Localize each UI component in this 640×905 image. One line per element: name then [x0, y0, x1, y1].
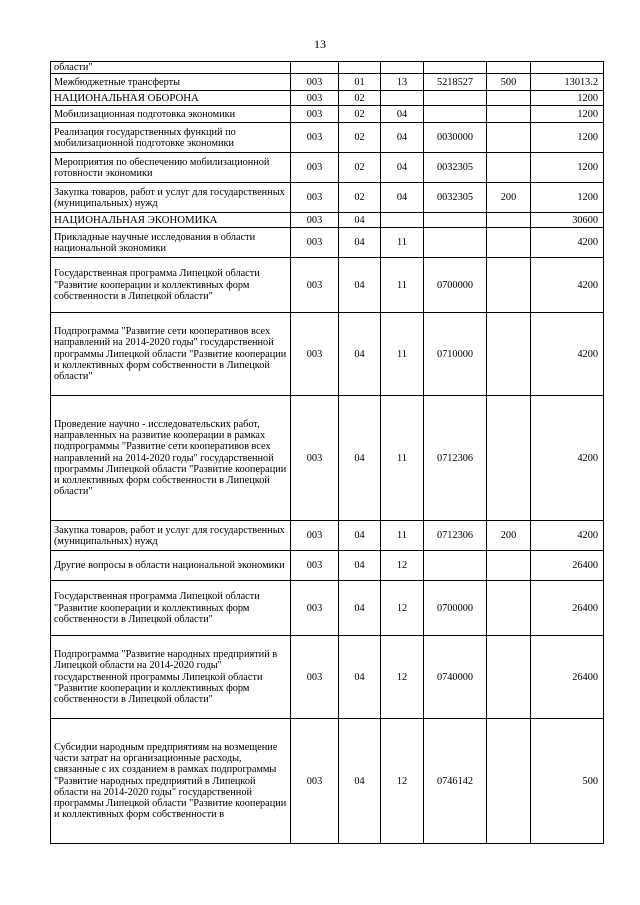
amount: 13013.2 [531, 74, 604, 91]
row-name: Подпрограмма "Развитие сети кооперативов всех направлений на 2014-2020 годы" государственной программы Липецкой области "Развитие кооперации и коллективных форм собственности в Липецкой области" [51, 313, 291, 396]
section-code: 02 [339, 153, 381, 183]
section-code: 02 [339, 91, 381, 106]
ministry-code: 003 [291, 74, 339, 91]
section-code [339, 62, 381, 74]
table-body [51, 62, 604, 844]
subsection-code: 12 [381, 551, 424, 581]
ministry-code: 003 [291, 313, 339, 396]
expense-type-code [487, 258, 531, 313]
subsection-code: 11 [381, 396, 424, 521]
row-name: НАЦИОНАЛЬНАЯ ЭКОНОМИКА [51, 213, 291, 228]
amount: 1200 [531, 153, 604, 183]
expense-type-code [487, 153, 531, 183]
row-name: Мероприятия по обеспечению мобилизационной готовности экономики [51, 153, 291, 183]
target-article-code: 0710000 [424, 313, 487, 396]
section-code: 04 [339, 719, 381, 844]
section-code: 04 [339, 551, 381, 581]
table-row [51, 313, 604, 396]
ministry-code: 003 [291, 213, 339, 228]
target-article-code: 0740000 [424, 636, 487, 719]
page-number: 13 [314, 37, 326, 51]
subsection-code [381, 91, 424, 106]
table-row [51, 258, 604, 313]
target-article-code: 0700000 [424, 258, 487, 313]
table-row [51, 62, 604, 74]
subsection-code: 12 [381, 719, 424, 844]
subsection-code: 11 [381, 228, 424, 258]
expense-type-code [487, 228, 531, 258]
expense-type-code [487, 581, 531, 636]
table-row [51, 551, 604, 581]
amount: 1200 [531, 123, 604, 153]
table-row [51, 106, 604, 123]
amount: 26400 [531, 636, 604, 719]
ministry-code [291, 62, 339, 74]
amount: 26400 [531, 551, 604, 581]
section-code: 04 [339, 521, 381, 551]
amount: 4200 [531, 313, 604, 396]
subsection-code: 04 [381, 106, 424, 123]
target-article-code: 0712306 [424, 396, 487, 521]
table-row [51, 213, 604, 228]
target-article-code [424, 91, 487, 106]
row-name: Проведение научно - исследовательских работ, направленных на развитие кооперации в рамках подпрограммы "Развитие сети кооперативов всех направлений на 2014-2020 годы" государственной программы Липецкой области "Развитие кооперации и коллективных форм собственности в Липецкой области" [51, 396, 291, 521]
amount: 1200 [531, 106, 604, 123]
target-article-code [424, 106, 487, 123]
ministry-code: 003 [291, 183, 339, 213]
expense-type-code [487, 123, 531, 153]
table-row [51, 719, 604, 844]
amount: 30600 [531, 213, 604, 228]
subsection-code: 12 [381, 581, 424, 636]
expense-type-code [487, 551, 531, 581]
expense-type-code [487, 396, 531, 521]
row-name: НАЦИОНАЛЬНАЯ ОБОРОНА [51, 91, 291, 106]
section-code: 02 [339, 106, 381, 123]
section-code: 04 [339, 228, 381, 258]
subsection-code: 11 [381, 258, 424, 313]
ministry-code: 003 [291, 153, 339, 183]
ministry-code: 003 [291, 228, 339, 258]
amount: 500 [531, 719, 604, 844]
section-code: 04 [339, 581, 381, 636]
ministry-code: 003 [291, 106, 339, 123]
amount: 1200 [531, 183, 604, 213]
amount: 26400 [531, 581, 604, 636]
amount: 4200 [531, 228, 604, 258]
row-name: Субсидии народным предприятиям на возмещение части затрат на организационные расходы, связанные с их созданием в рамках подпрограммы "Развитие народных предприятий в Липецкой области на 2014-2020 годы" государственной программы Липецкой области "Развитие кооперации и коллективных форм собственности в [51, 719, 291, 844]
row-name: Закупка товаров, работ и услуг для государственных (муниципальных) нужд [51, 183, 291, 213]
target-article-code: 0030000 [424, 123, 487, 153]
ministry-code: 003 [291, 551, 339, 581]
budget-table [50, 61, 604, 844]
table-row [51, 521, 604, 551]
ministry-code: 003 [291, 258, 339, 313]
subsection-code: 11 [381, 313, 424, 396]
expense-type-code [487, 313, 531, 396]
target-article-code [424, 551, 487, 581]
expense-type-code: 500 [487, 74, 531, 91]
table-row [51, 396, 604, 521]
table-row [51, 91, 604, 106]
amount: 4200 [531, 396, 604, 521]
target-article-code: 0746142 [424, 719, 487, 844]
section-code: 04 [339, 213, 381, 228]
table-row [51, 636, 604, 719]
target-article-code: 5218527 [424, 74, 487, 91]
amount: 1200 [531, 91, 604, 106]
subsection-code [381, 213, 424, 228]
section-code: 02 [339, 123, 381, 153]
table-row [51, 74, 604, 91]
ministry-code: 003 [291, 91, 339, 106]
row-name: Другие вопросы в области национальной экономики [51, 551, 291, 581]
subsection-code: 11 [381, 521, 424, 551]
target-article-code: 0032305 [424, 153, 487, 183]
expense-type-code: 200 [487, 521, 531, 551]
ministry-code: 003 [291, 521, 339, 551]
table-row [51, 183, 604, 213]
subsection-code: 04 [381, 153, 424, 183]
amount: 4200 [531, 258, 604, 313]
subsection-code: 12 [381, 636, 424, 719]
ministry-code: 003 [291, 581, 339, 636]
subsection-code [381, 62, 424, 74]
expense-type-code [487, 62, 531, 74]
table-row [51, 581, 604, 636]
row-name: Государственная программа Липецкой области "Развитие кооперации и коллективных форм собственности в Липецкой области" [51, 581, 291, 636]
row-name: Реализация государственных функций по мобилизационной подготовке экономики [51, 123, 291, 153]
table-row [51, 123, 604, 153]
target-article-code: 0700000 [424, 581, 487, 636]
section-code: 04 [339, 313, 381, 396]
target-article-code [424, 228, 487, 258]
amount: 4200 [531, 521, 604, 551]
section-code: 04 [339, 396, 381, 521]
row-name: Государственная программа Липецкой области "Развитие кооперации и коллективных форм собственности в Липецкой области" [51, 258, 291, 313]
table-row [51, 228, 604, 258]
expense-type-code [487, 636, 531, 719]
row-name: Мобилизационная подготовка экономики [51, 106, 291, 123]
subsection-code: 04 [381, 183, 424, 213]
target-article-code [424, 62, 487, 74]
ministry-code: 003 [291, 396, 339, 521]
section-code: 04 [339, 258, 381, 313]
expense-type-code [487, 106, 531, 123]
section-code: 04 [339, 636, 381, 719]
expense-type-code: 200 [487, 183, 531, 213]
section-code: 01 [339, 74, 381, 91]
section-code: 02 [339, 183, 381, 213]
table-row [51, 153, 604, 183]
row-name: области" [51, 62, 291, 74]
target-article-code: 0032305 [424, 183, 487, 213]
target-article-code: 0712306 [424, 521, 487, 551]
row-name: Подпрограмма "Развитие народных предприятий в Липецкой области на 2014-2020 годы" государственной программы Липецкой области "Развитие кооперации и коллективных форм собственности в Липецкой области" [51, 636, 291, 719]
expense-type-code [487, 91, 531, 106]
subsection-code: 13 [381, 74, 424, 91]
expense-type-code [487, 719, 531, 844]
ministry-code: 003 [291, 719, 339, 844]
row-name: Прикладные научные исследования в области национальной экономики [51, 228, 291, 258]
subsection-code: 04 [381, 123, 424, 153]
ministry-code: 003 [291, 636, 339, 719]
expense-type-code [487, 213, 531, 228]
target-article-code [424, 213, 487, 228]
row-name: Закупка товаров, работ и услуг для государственных (муниципальных) нужд [51, 521, 291, 551]
ministry-code: 003 [291, 123, 339, 153]
amount [531, 62, 604, 74]
row-name: Межбюджетные трансферты [51, 74, 291, 91]
